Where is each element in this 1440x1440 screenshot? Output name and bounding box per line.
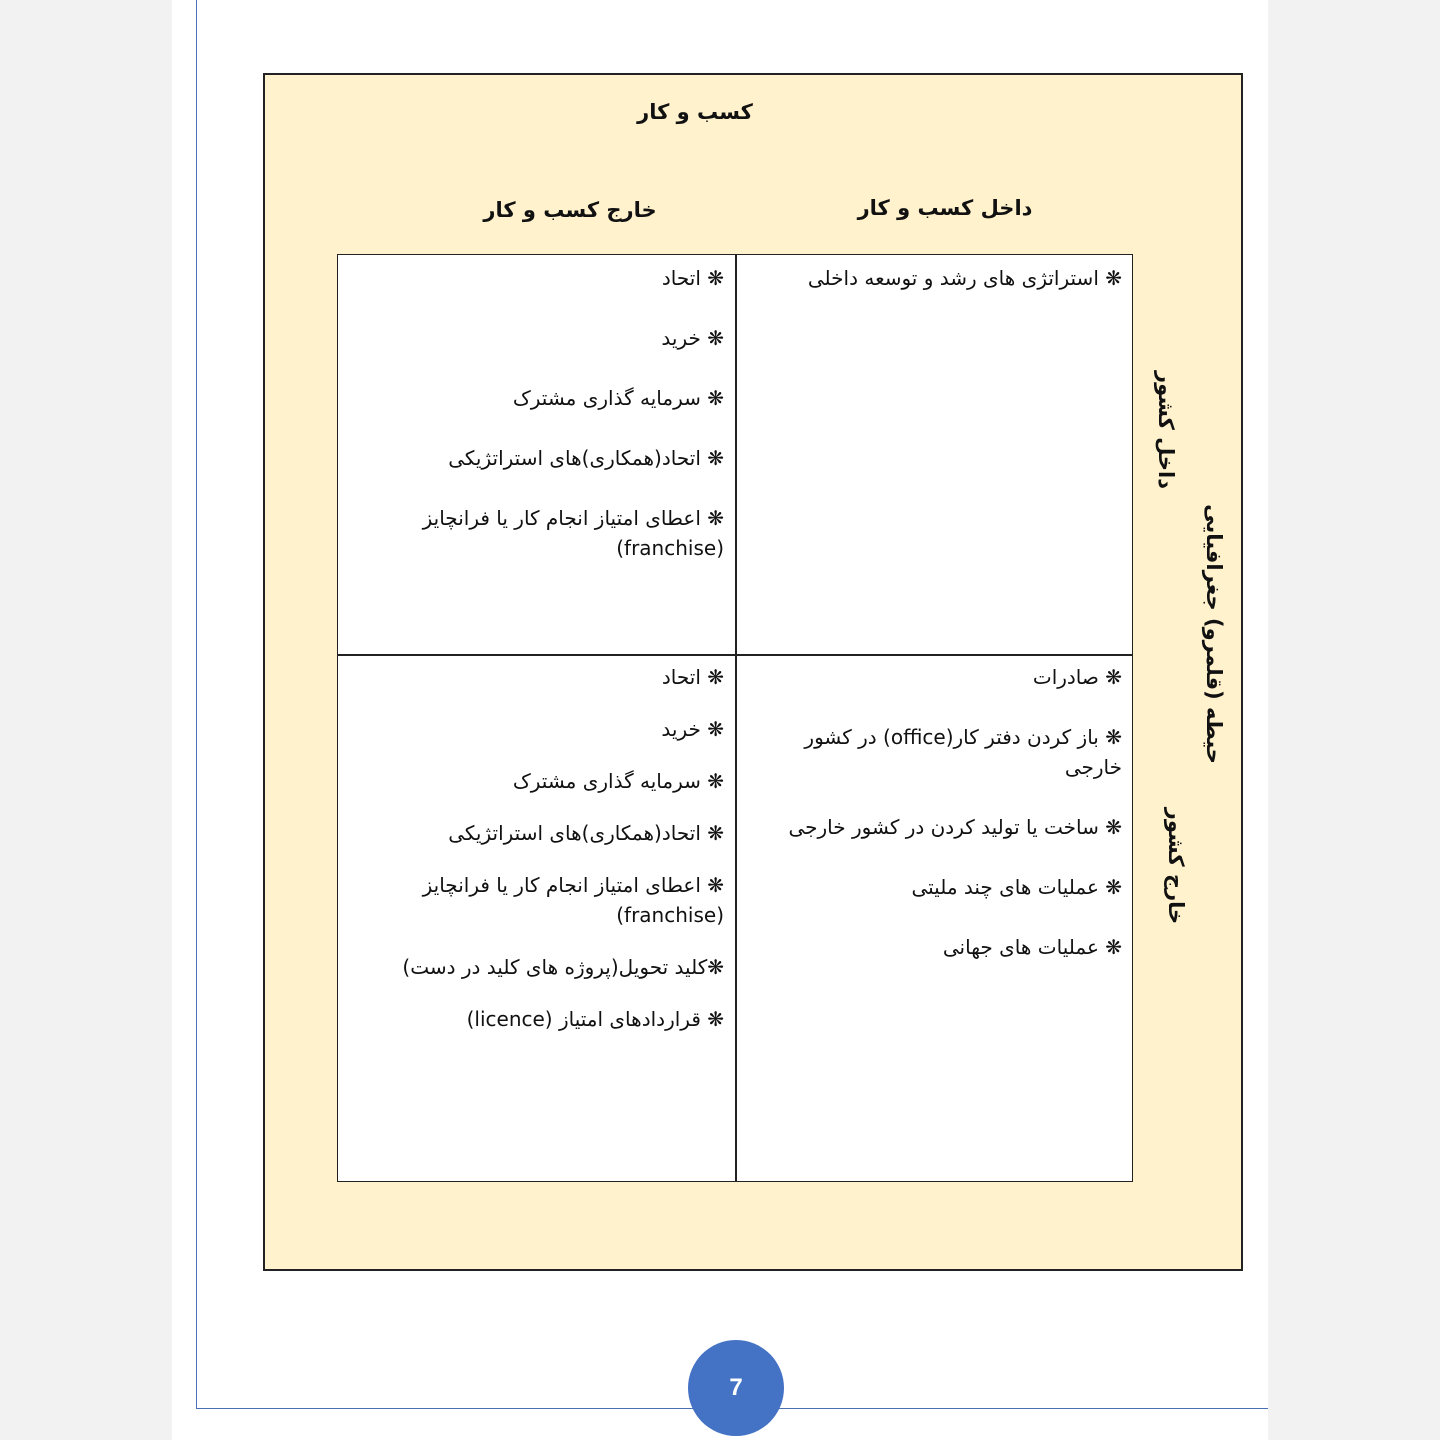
cell-foreign-outside: [344, 662, 724, 1056]
list-item: ❋ اتحاد: [661, 266, 724, 290]
list-item: ❋ اعطای امتیاز انجام کار یا فرانچایز (franchise): [422, 873, 724, 927]
matrix-horizontal-divider: [338, 654, 1132, 656]
row-label-domestic: داخل کشور: [1154, 370, 1178, 490]
list-item: ❋ سرمایه گذاری مشترک: [512, 386, 724, 410]
cell-domestic-outside: [344, 263, 724, 593]
list-item: ❋ اعطای امتیاز انجام کار یا فرانچایز (franchise): [422, 506, 724, 560]
list-item: ❋ ساخت یا تولید کردن در کشور خارجی: [788, 815, 1122, 839]
column-header-inside: داخل کسب و کار: [857, 196, 1033, 220]
strategy-matrix: [337, 254, 1133, 1182]
list-item: ❋ سرمایه گذاری مشترک: [512, 769, 724, 793]
page-number-badge: 7: [688, 1340, 784, 1436]
diagram-title: کسب و کار: [637, 100, 753, 124]
page-margin-line: [196, 0, 197, 1409]
list-item: ❋ عملیات های جهانی: [942, 935, 1122, 959]
list-item: ❋ قراردادهای امتیاز (licence): [466, 1007, 724, 1031]
list-item: ❋ اتحاد: [661, 665, 724, 689]
cell-foreign-inside: [742, 662, 1122, 992]
cell-domestic-inside: [742, 263, 1122, 323]
list-item: ❋ خرید: [661, 717, 724, 741]
list-item: ❋ صادرات: [1032, 665, 1122, 689]
list-item: ❋ عملیات های چند ملیتی: [911, 875, 1122, 899]
axis-label-geographic-scope: حیطه (قلمرو) جغرافیایی: [1202, 504, 1226, 764]
column-header-outside: خارج کسب و کار: [483, 198, 657, 222]
list-item: ❋ اتحاد(همکاری)های استراتژیکی: [448, 446, 724, 470]
list-item: ❋ خرید: [661, 326, 724, 350]
list-item: ❋کلید تحویل(پروژه های کلید در دست): [402, 955, 724, 979]
list-item: ❋ استراتژی های رشد و توسعه داخلی: [807, 266, 1122, 290]
matrix-vertical-divider: [735, 255, 737, 1181]
row-label-foreign: خارج کشور: [1164, 807, 1188, 925]
list-item: ❋ باز کردن دفتر کار(office) در کشور خارجی: [804, 725, 1122, 779]
list-item: ❋ اتحاد(همکاری)های استراتژیکی: [448, 821, 724, 845]
